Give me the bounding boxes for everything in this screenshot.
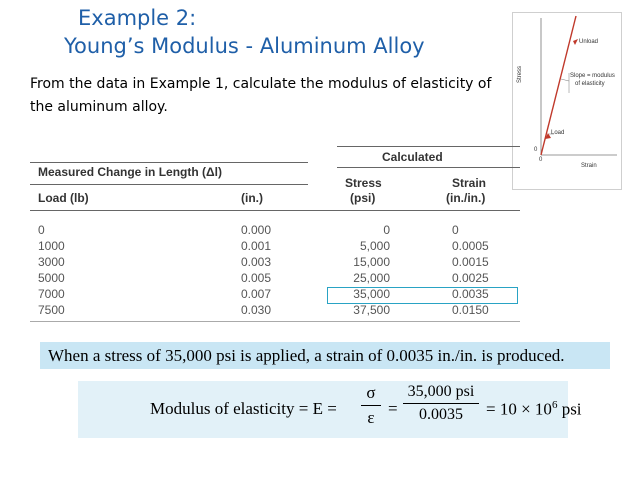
table-cell-dl: 0.000: [241, 223, 272, 237]
table-cell-stress: 37,500: [353, 303, 390, 317]
measured-top-rule: [30, 162, 308, 163]
table-cell-load: 5000: [38, 271, 65, 285]
formula-equals: =: [388, 399, 398, 418]
table-cell-strain: 0.0150: [452, 303, 489, 317]
header-in: (in.): [241, 191, 263, 205]
slope-label-line2: of elasticity: [575, 81, 605, 87]
table-cell-stress: 25,000: [353, 271, 390, 285]
table-cell-stress: 0: [383, 223, 390, 237]
table-cell-strain: 0.0035: [452, 287, 489, 301]
table-cell-dl: 0.007: [241, 287, 272, 301]
sigma-symbol: σ: [366, 383, 376, 402]
table-cell-strain: 0.0025: [452, 271, 489, 285]
table-cell-load: 7500: [38, 303, 65, 317]
table-cell-load: 1000: [38, 239, 65, 253]
table-cell-dl: 0.003: [241, 255, 272, 269]
symbolic-fraction: [361, 383, 381, 428]
epsilon-symbol: ε: [367, 408, 375, 427]
table-cell-dl: 0.030: [241, 303, 272, 317]
data-table: [30, 142, 520, 322]
formula-lhs: Modulus of elasticity = E =: [150, 399, 337, 418]
measured-under-rule: [30, 184, 308, 185]
table-cell-load: 7000: [38, 287, 65, 301]
table-cell-stress: 5,000: [359, 239, 390, 253]
slope-leader: [561, 79, 569, 81]
strain-axis-label: Strain: [581, 163, 597, 169]
calculated-top-rule: [337, 146, 520, 147]
result-base: = 10 × 10: [486, 399, 552, 419]
table-cell-strain: 0.0015: [452, 255, 489, 269]
unload-arrow: [573, 39, 578, 45]
slope-label-line1: Slope = modulus: [570, 73, 615, 79]
header-psi: (psi): [350, 191, 376, 205]
origin-label-x: 0: [539, 157, 543, 163]
calculated-under-rule: [337, 167, 520, 168]
header-in-per-in: (in./in.): [446, 191, 486, 205]
result-statement: When a stress of 35,000 psi is applied, a strain of 0.0035 in./in. is produced.: [40, 342, 610, 369]
fraction-bar: [403, 403, 479, 404]
table-bottom-rule: [30, 321, 520, 322]
header-measured: Measured Change in Length (Δl): [38, 165, 222, 179]
load-label: Load: [551, 130, 565, 136]
table-cell-strain: 0.0005: [452, 239, 489, 253]
table-cell-load: 3000: [38, 255, 65, 269]
table-cell-load: 0: [38, 223, 45, 237]
stress-value: 35,000 psi: [407, 383, 475, 400]
slide-title-line1: Example 2:: [78, 6, 197, 30]
table-cell-dl: 0.005: [241, 271, 272, 285]
header-load: Load (lb): [38, 191, 89, 205]
slide-title-line2: Young’s Modulus - Aluminum Alloy: [64, 34, 425, 58]
fraction-bar: [361, 405, 381, 406]
origin-label-y: 0: [534, 147, 538, 153]
header-strain: Strain: [452, 176, 487, 190]
header-stress: Stress: [345, 176, 382, 190]
strain-value: 0.0035: [419, 406, 463, 423]
formula-result: [486, 399, 582, 420]
header-bottom-rule: [30, 210, 520, 211]
stress-axis-label: Stress: [517, 65, 523, 83]
result-unit: psi: [557, 399, 582, 419]
modulus-formula: [78, 381, 582, 438]
stress-strain-diagram: [513, 13, 621, 189]
numeric-fraction: [403, 383, 479, 424]
highlighted-row-box: [327, 287, 518, 304]
unload-label: Unload: [579, 39, 599, 45]
header-calculated: Calculated: [382, 150, 443, 164]
result-exponent: 6: [551, 399, 558, 411]
table-cell-stress: 35,000: [353, 287, 390, 301]
intro-text: From the data in Example 1, calculate the modulus of elasticity of the aluminum alloy.: [30, 76, 492, 115]
table-cell-dl: 0.001: [241, 239, 272, 253]
stress-strain-inset: [512, 12, 622, 190]
table-cell-strain: 0: [452, 223, 459, 237]
table-cell-stress: 15,000: [353, 255, 390, 269]
